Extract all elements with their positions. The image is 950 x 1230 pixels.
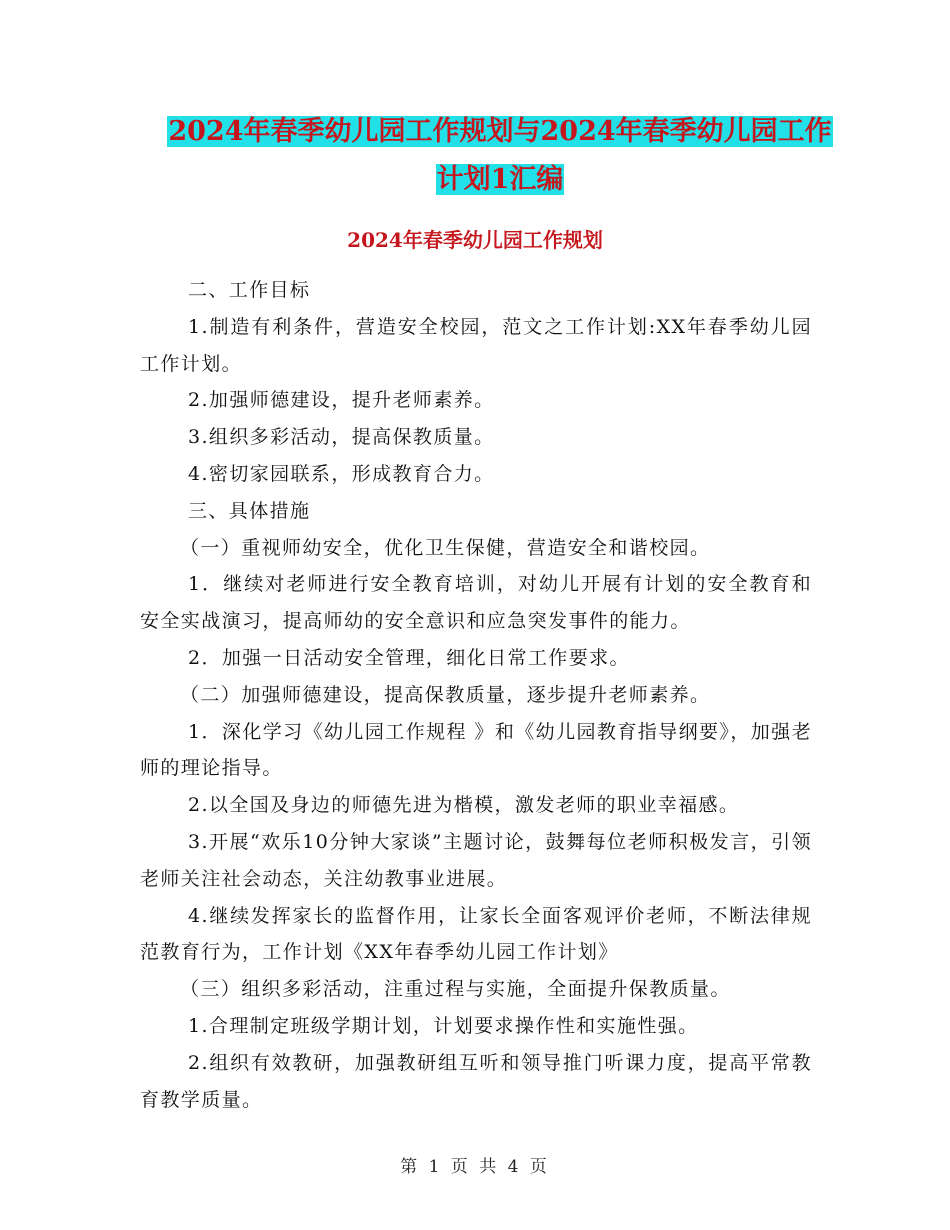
measure-2-item-3: 3.开展“欢乐10分钟大家谈”主题讨论，鼓舞每位老师积极发言，引领老师关注社会动态，关注幼教事业进展。 (140, 830, 812, 890)
document-body (140, 272, 812, 1118)
measure-1-item-1: 1．继续对老师进行安全教育培训，对幼儿开展有计划的安全教育和安全实战演习，提高师幼的安全意识和应急突发事件的能力。 (140, 573, 812, 633)
measure-2-item-4: 4.继续发挥家长的监督作用，让家长全面客观评价老师，不断法律规范教育行为，工作计划《XX年春季幼儿园工作计划》 (140, 904, 812, 964)
document-title (140, 108, 860, 204)
measure-3-item-2: 2.组织有效教研，加强教研组互听和领导推门听课力度，提高平常教育教学质量。 (140, 1051, 812, 1111)
measure-2-item-1: 1．深化学习《幼儿园工作规程 》和《幼儿园教育指导纲要》，加强老师的理论指导。 (140, 720, 812, 780)
section-title: 2024年春季幼儿园工作规划 (347, 228, 603, 252)
document-title-line-2: 计划1汇编 (436, 164, 564, 195)
measure-group-3: （三）组织多彩活动，注重过程与实施，全面提升保教质量。 (180, 978, 731, 1001)
heading-measures: 三、具体措施 (188, 499, 311, 522)
goal-item-2: 2.加强师德建设，提升老师素养。 (188, 389, 495, 412)
page-footer: 第 1 页 共 4 页 (400, 1157, 550, 1177)
measure-group-1: （一）重视师幼安全，优化卫生保健，营造安全和谐校园。 (180, 536, 711, 559)
document-title-line-1: 2024年春季幼儿园工作规划与2024年春季幼儿园工作 (168, 116, 832, 147)
goal-item-1: 1.制造有利条件，营造安全校园，范文之工作计划:XX年春季幼儿园工作计划。 (140, 315, 812, 375)
measure-2-item-2: 2.以全国及身边的师德先进为楷模，激发老师的职业幸福感。 (188, 794, 740, 817)
heading-work-goals: 二、工作目标 (188, 279, 311, 301)
measure-1-item-2: 2．加强一日活动安全管理，细化日常工作要求。 (188, 646, 630, 669)
goal-item-3: 3.组织多彩活动，提高保教质量。 (188, 426, 495, 449)
measure-3-item-1: 1.合理制定班级学期计划，计划要求操作性和实施性强。 (188, 1014, 699, 1037)
measure-group-2: （二）加强师德建设，提高保教质量，逐步提升老师素养。 (180, 683, 711, 706)
goal-item-4: 4.密切家园联系，形成教育合力。 (188, 462, 495, 485)
